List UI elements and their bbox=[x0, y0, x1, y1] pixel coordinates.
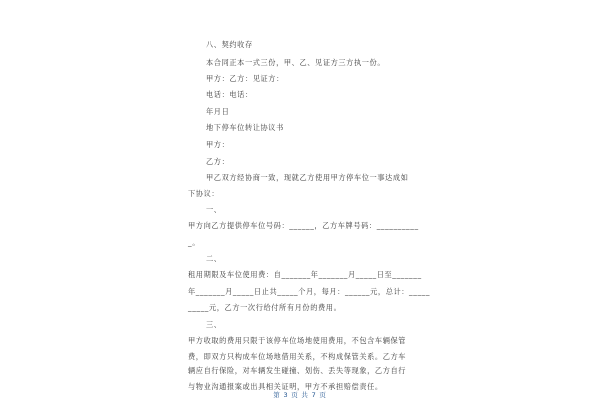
page-footer bbox=[0, 390, 600, 399]
agreement-title: 地下停车位转让协议书 bbox=[206, 123, 284, 132]
date-label: 年月日 bbox=[206, 107, 230, 116]
clause-2-heading: 二、 bbox=[206, 254, 222, 263]
clause-1-text-cont: _。 bbox=[188, 238, 200, 247]
party-b-label: 乙方： bbox=[206, 157, 230, 166]
footer-total-pages: 7 bbox=[311, 391, 317, 399]
party-signature-labels: 甲方：乙方：见证方： bbox=[206, 74, 284, 83]
section-8-heading: 八、契约收存 bbox=[206, 40, 253, 49]
footer-suffix: 页 bbox=[319, 391, 327, 399]
clause-3-text-3: 辆应自行保险，对车辆发生碰撞、划伤、丢失等现象，乙方自行 bbox=[188, 366, 407, 375]
copies-clause: 本合同正本一式三份，甲、乙、见证方三方执一份。 bbox=[206, 58, 386, 67]
footer-current-page: 3 bbox=[283, 391, 289, 399]
clause-2-text-3: _____元，乙方一次行给付所有月份的费用。 bbox=[188, 303, 342, 312]
clause-1-heading: 一、 bbox=[206, 205, 222, 214]
phone-labels: 电话：电话： bbox=[206, 90, 253, 99]
clause-2-text-2: 年_______月_____日止共_____个月，每月：______元，总计：_____ bbox=[188, 287, 431, 296]
clause-2-text-1: 租用期限及车位使用费：自_______年_______月_____日至_______ bbox=[188, 270, 422, 279]
footer-middle: 页 共 bbox=[291, 391, 309, 399]
intro-paragraph: 甲乙双方经协商一致，现就乙方使用甲方停车位一事达成如 bbox=[206, 173, 409, 182]
party-a-label: 甲方： bbox=[206, 140, 230, 149]
clause-3-text-4: 与物业沟通报案或出具相关证明，甲方不承担赔偿责任。 bbox=[188, 382, 383, 391]
clause-3-text-1: 甲方收取的费用只限于该停车位场地使用费用，不包含车辆保管 bbox=[188, 336, 407, 345]
intro-paragraph-cont: 下协议： bbox=[188, 189, 220, 198]
clause-1-text: 甲方向乙方提供停车位号码：______，乙方车牌号码：__________ bbox=[188, 221, 419, 230]
clause-3-text-2: 费，即双方只构成车位场地借用关系，不构成保管关系。乙方车 bbox=[188, 352, 407, 361]
footer-prefix: 第 bbox=[273, 391, 281, 399]
clause-3-heading: 三、 bbox=[206, 320, 222, 329]
